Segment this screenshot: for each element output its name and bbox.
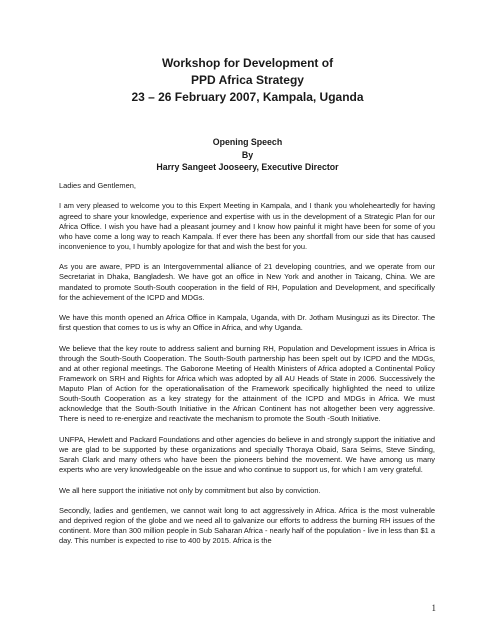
body-paragraph: We have this month opened an Africa Office in Kampala, Uganda, with Dr. Jotham Musinguzi as its Director. The first question that comes to us is why an Office in Africa, and why Uganda. [59, 313, 435, 333]
speech-heading-line-3: Harry Sangeet Jooseery, Executive Director [156, 162, 339, 172]
body-paragraph: We believe that the key route to address salient and burning RH, Population and Development issues in Africa is through the South-South Cooperation. The South-South partnership has been spelt out by ICPD and the MDGs, and at other regional meetings. The Gaborone Meeting of Health Ministers of Africa adopted a Continental Policy Framework on SRH and Rights for Africa which was adopted by all AU Heads of State in 2006. Successively the Maputo Plan of Action for the operationalisation of the Framework specifically highlighted the need to utilize South-South Cooperation as a key strategy for the attainment of the ICPD and MDGs in Africa. We must acknowledge that the South-South Initiative in the African Continent has not altogether been very aggressive. There is need to re-energize and reactivate the mechanism to promote the South -South Initiative. [59, 343, 435, 424]
body-paragraph: Secondly, ladies and gentlemen, we cannot wait long to act aggressively in Africa. Africa is the most vulnerable and deprived region of the globe and we need all to galvanize our efforts to address the burning RH issues of the continent. More than 300 million people in Sub Saharan Africa - nearly half of the population - live in less than $1 a day. This number is expected to rise to 400 by 2015. Africa is the [59, 506, 435, 546]
salutation-paragraph: Ladies and Gentlemen, [59, 181, 136, 190]
title-line-3: 23 – 26 February 2007, Kampala, Uganda [131, 90, 364, 104]
speech-heading [0, 136, 495, 174]
title-line-2: PPD Africa Strategy [191, 73, 304, 87]
body-paragraph: As you are aware, PPD is an Intergovernmental alliance of 21 developing countries, and we operate from our Secretariat in Dhaka, Bangladesh. We have got an office in New York and another in Taicang, China. We are mandated to promote South-South cooperation in the field of RH, Population and Development, and specifically for the achievement of the ICPD and MDGs. [59, 262, 435, 302]
body-paragraph: I am very pleased to welcome you to this Expert Meeting in Kampala, and I thank you wholeheartedly for having agreed to share your knowledge, experience and expertise with us in the development of a Strategic Plan for our Africa Office. I wish you have had a pleasant journey and I know how painful it might have been for some of you who have come a long way to reach Kampala. If ever there has been any shortfall from our side that has caused inconvenience to you, I humbly apologize for that and wish the best for you. [59, 201, 435, 251]
page-number: 1 [431, 603, 436, 613]
title-line-1: Workshop for Development of [161, 56, 334, 70]
speech-heading-line-2: By [241, 149, 254, 160]
body-paragraph: We all here support the initiative not only by commitment but also by conviction. [59, 485, 321, 495]
speech-heading-line-1: Opening Speech [212, 137, 283, 147]
document-title [0, 55, 495, 106]
speech-body [59, 181, 435, 557]
body-paragraph: UNFPA, Hewlett and Packard Foundations and other agencies do believe in and strongly support the initiative and we are glad to be supported by these organizations and specially Thoraya Obaid, Sara Seims, Steve Sinding, Sarah Clark and many others who have been the pioneers behind the movement. We have among us many experts who are very knowledgeable on the issue and who continue to support us, for which I am very grateful. [59, 434, 435, 475]
